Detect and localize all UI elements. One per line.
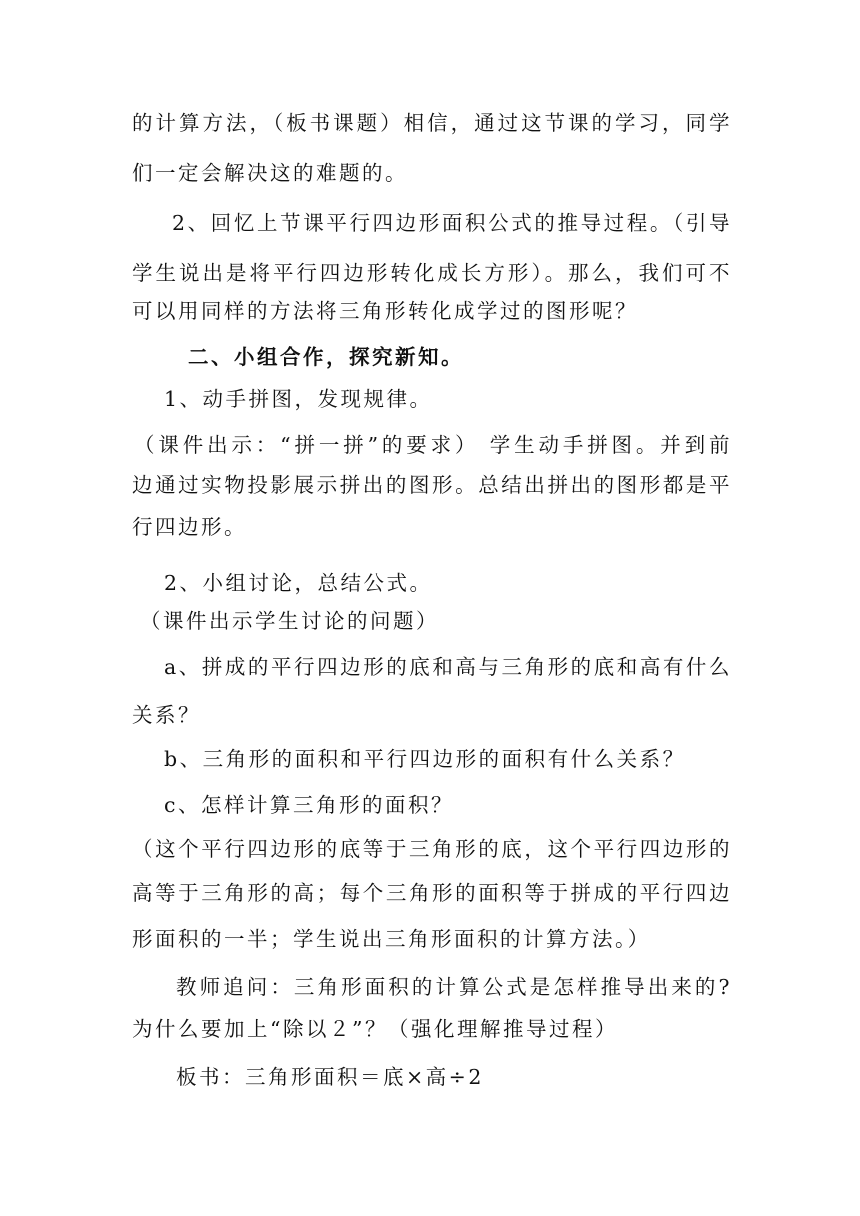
answer-line: 高等于三角形的高；每个三角形的面积等于拼成的平行四边: [132, 881, 732, 905]
paragraph-line: 行四边形。: [132, 515, 247, 539]
question-line: b、三角形的面积和平行四边形的面积有什么关系？: [164, 747, 686, 771]
answer-line: （这个平行四边形的底等于三角形的底，这个平行四边形的: [132, 837, 732, 861]
paragraph-line: （课件出示：“拼一拼”的要求） 学生动手拼图。并到前: [134, 433, 732, 457]
paragraph-line: 的计算方法，（板书课题）相信，通过这节课的学习，同学: [132, 111, 732, 135]
paragraph-line: （课件出示学生讨论的问题）: [140, 609, 439, 633]
paragraph-line: 可以用同样的方法将三角形转化成学过的图形呢？: [132, 299, 638, 323]
paragraph-line: 教师追问：三角形面积的计算公式是怎样推导出来的?: [176, 975, 732, 999]
section-heading: 二、小组合作，探究新知。: [188, 345, 464, 369]
paragraph-line: 2、回忆上节课平行四边形面积公式的推导过程。（引导: [172, 211, 732, 235]
question-line: 关系？: [132, 703, 201, 727]
paragraph-line: 学生说出是将平行四边形转化成长方形）。那么，我们可不: [132, 261, 732, 285]
subheading: 1、动手拼图，发现规律。: [164, 387, 433, 411]
answer-line: 形面积的一半；学生说出三角形面积的计算方法。）: [132, 927, 651, 951]
board-formula: 板书：三角形面积＝底×高÷2: [176, 1065, 484, 1089]
paragraph-line: 们一定会解决这的难题的。: [132, 161, 408, 185]
question-line: c、怎样计算三角形的面积？: [164, 793, 454, 817]
question-line: a、拼成的平行四边形的底和高与三角形的底和高有什么: [164, 655, 732, 679]
paragraph-line: 为什么要加上“除以２”？（强化理解推导过程）: [132, 1017, 618, 1041]
subheading: 2、小组讨论，总结公式。: [164, 571, 433, 595]
paragraph-line: 边通过实物投影展示拼出的图形。总结出拼出的图形都是平: [132, 473, 732, 497]
